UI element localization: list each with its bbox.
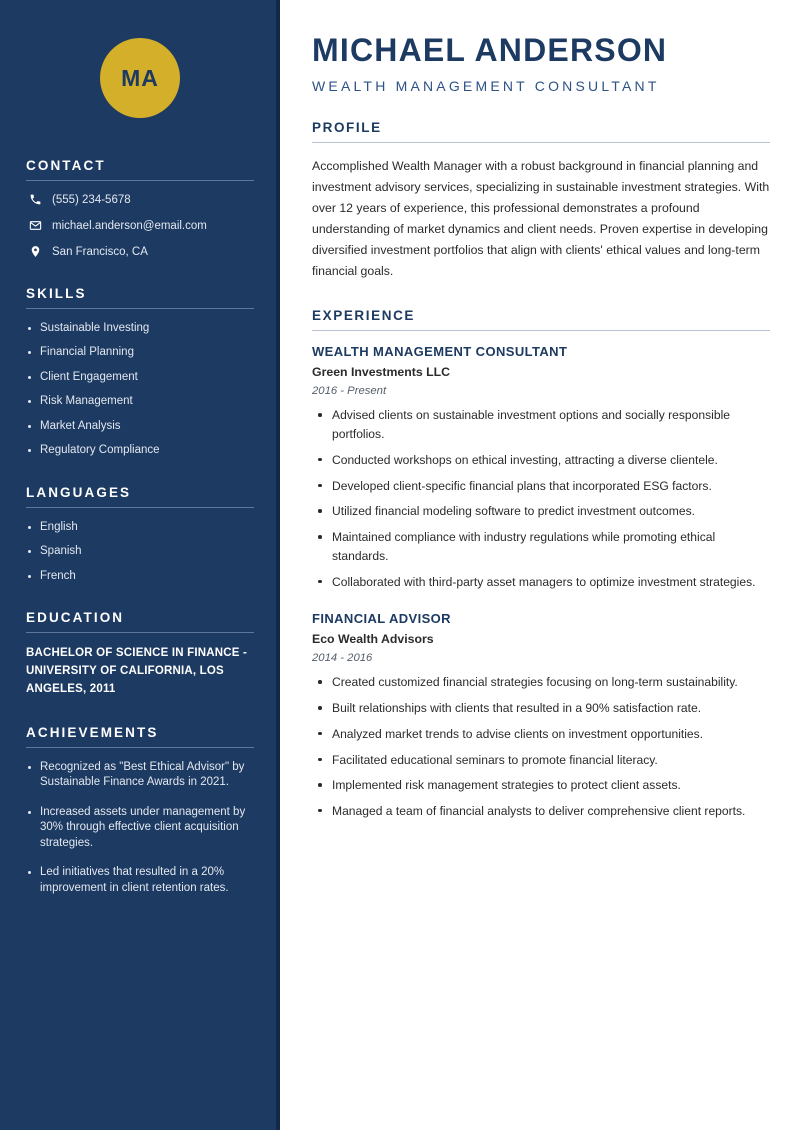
job-bullet-list (312, 406, 770, 591)
job-dates: 2014 - 2016 (312, 652, 373, 665)
job-role: WEALTH MANAGEMENT CONSULTANT (312, 344, 568, 360)
list-item: Conducted workshops on ethical investing, attracting a diverse clientele. (312, 451, 770, 470)
list-item: Risk Management (26, 394, 254, 410)
list-item: Developed client-specific financial plans that incorporated ESG factors. (312, 477, 770, 496)
avatar-container (26, 0, 254, 158)
experience-section (312, 308, 770, 820)
avatar: MA (100, 38, 180, 118)
contact-section-title: CONTACT (26, 158, 254, 181)
list-item: Financial Planning (26, 345, 254, 361)
contact-email-row (26, 219, 254, 234)
header-job-title: WEALTH MANAGEMENT CONSULTANT (312, 77, 660, 94)
list-item: Implemented risk management strategies to protect client assets. (312, 776, 770, 795)
experience-section-title: EXPERIENCE (312, 308, 770, 331)
list-item: English (26, 520, 254, 536)
profile-text: Accomplished Wealth Manager with a robust background in financial planning and investment advisory services, specializing in sustainable investment strategies. With over 12 years of experience, this professional demonstrates a profound understanding of market dynamics and client needs. Proven expertise in developing diversified investment portfolios that align with clients' ethical values and long-term financial goals. (312, 158, 770, 279)
sidebar (0, 0, 280, 1130)
job-role: FINANCIAL ADVISOR (312, 611, 451, 627)
job-company: Green Investments LLC (312, 365, 451, 380)
job-bullet-list (312, 673, 770, 820)
list-item: Sustainable Investing (26, 321, 254, 337)
achievements-section-title: ACHIEVEMENTS (26, 725, 254, 748)
contact-location-row (26, 245, 254, 260)
list-item: Client Engagement (26, 370, 254, 386)
profile-section (312, 120, 770, 283)
languages-section-title: LANGUAGES (26, 485, 254, 508)
skills-list (26, 321, 254, 459)
page-title: MICHAEL ANDERSON (312, 32, 668, 68)
list-item: Advised clients on sustainable investment options and socially responsible portfolios. (312, 406, 770, 443)
list-item: Regulatory Compliance (26, 443, 254, 459)
envelope-icon (26, 219, 44, 232)
skills-section (26, 286, 254, 459)
contact-email-value: michael.anderson@email.com (52, 219, 207, 232)
list-item: Built relationships with clients that resulted in a 90% satisfaction rate. (312, 699, 770, 718)
list-item: Utilized financial modeling software to predict investment outcomes. (312, 502, 770, 521)
skills-section-title: SKILLS (26, 286, 254, 309)
list-item: Facilitated educational seminars to promote financial literacy. (312, 751, 770, 770)
list-item: Maintained compliance with industry regulations while promoting ethical standards. (312, 528, 770, 565)
education-section (26, 610, 254, 698)
job-company: Eco Wealth Advisors (312, 632, 434, 647)
list-item: Managed a team of financial analysts to deliver comprehensive client reports. (312, 802, 770, 821)
list-item: Spanish (26, 544, 254, 560)
list-item: Analyzed market trends to advise clients on investment opportunities. (312, 725, 770, 744)
list-item: Collaborated with third-party asset managers to optimize investment strategies. (312, 573, 770, 592)
profile-section-title: PROFILE (312, 120, 770, 143)
education-section-title: EDUCATION (26, 610, 254, 633)
contact-phone-value: (555) 234-5678 (52, 194, 131, 206)
achievements-list (26, 760, 254, 897)
list-item: French (26, 569, 254, 585)
experience-entry-1 (312, 344, 770, 591)
list-item: Increased assets under management by 30% through effective client acquisition strategies. (26, 805, 254, 852)
list-item: Led initiatives that resulted in a 20% improvement in client retention rates. (26, 865, 254, 896)
contact-location-value: San Francisco, CA (52, 245, 148, 258)
languages-list (26, 520, 254, 585)
list-item: Recognized as "Best Ethical Advisor" by Sustainable Finance Awards in 2021. (26, 760, 254, 791)
experience-entry-2 (312, 611, 770, 820)
list-item: Market Analysis (26, 419, 254, 435)
contact-section (26, 158, 254, 260)
contact-phone-row (26, 193, 254, 208)
education-entry: BACHELOR OF SCIENCE IN FINANCE - UNIVERSITY OF CALIFORNIA, LOS ANGELES, 2011 (26, 647, 248, 696)
job-dates: 2016 - Present (312, 385, 387, 398)
main-content (280, 0, 800, 1130)
phone-icon (26, 193, 44, 206)
location-pin-icon (26, 245, 44, 258)
languages-section (26, 485, 254, 585)
list-item: Created customized financial strategies focusing on long-term sustainability. (312, 673, 770, 692)
achievements-section (26, 725, 254, 897)
